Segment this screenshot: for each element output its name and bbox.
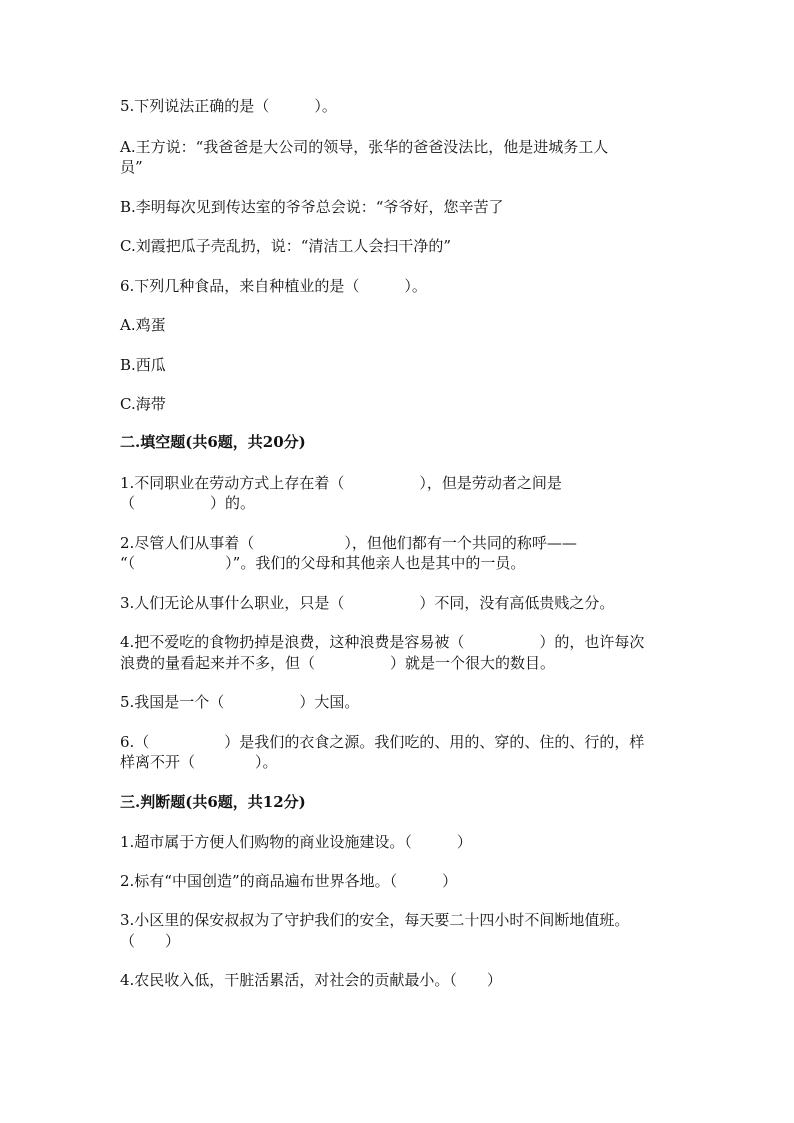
question-5-option-b: B.李明每次见到传达室的爷爷总会说：“爷爷好，您辛苦了 xyxy=(120,198,504,216)
section-3-heading: 三.判断题(共6题，共12分) xyxy=(120,793,306,811)
fill-4-line-2: 浪费的量看起来并不多，但（ ）就是一个很大的数目。 xyxy=(120,654,556,672)
fill-1-line-1: 1.不同职业在劳动方式上存在着（ ），但是劳动者之间是 xyxy=(120,474,562,492)
judge-3-line-2: （ ） xyxy=(120,932,181,950)
judge-2: 2.标有“中国创造”的商品遍布世界各地。（ ） xyxy=(120,872,458,890)
judge-4: 4.农民收入低，干脏活累活，对社会的贡献最小。（ ） xyxy=(120,971,502,989)
question-5-option-c: C.刘霞把瓜子壳乱扔，说：“清洁工人会扫干净的” xyxy=(120,237,452,255)
question-6-option-b: B.西瓜 xyxy=(120,356,166,374)
fill-2-line-1: 2.尽管人们从事着（ ），但他们都有一个共同的称呼—— xyxy=(120,534,577,552)
fill-2-line-2: “（ ）”。我们的父母和其他亲人也是其中的一员。 xyxy=(120,554,526,572)
fill-6-line-2: 样离不开（ ）。 xyxy=(120,753,278,771)
fill-4-line-1: 4.把不爱吃的食物扔掉是浪费，这种浪费是容易被（ ）的，也许每次 xyxy=(120,633,645,651)
question-5-option-a: A.王方说：“我爸爸是大公司的领导，张华的爸爸没法比，他是进城务工人 xyxy=(120,138,609,156)
question-5-option-a-cont: 员” xyxy=(120,158,143,176)
fill-5: 5.我国是一个（ ）大国。 xyxy=(120,693,360,711)
fill-1-line-2: （ ）的。 xyxy=(120,494,256,512)
question-5-stem: 5.下列说法正确的是（ ）。 xyxy=(120,97,337,115)
question-6-option-c: C.海带 xyxy=(120,395,166,413)
judge-3-line-1: 3.小区里的保安叔叔为了守护我们的安全，每天要二十四小时不间断地值班。 xyxy=(120,911,630,929)
question-6-option-a: A.鸡蛋 xyxy=(120,316,166,334)
question-6-stem: 6.下列几种食品，来自种植业的是（ ）。 xyxy=(120,277,427,295)
fill-6-line-1: 6.（ ）是我们的衣食之源。我们吃的、用的、穿的、住的、行的，样 xyxy=(120,733,645,751)
fill-3: 3.人们无论从事什么职业，只是（ ）不同，没有高低贵贱之分。 xyxy=(120,594,615,612)
section-2-heading: 二.填空题(共6题，共20分) xyxy=(120,433,306,451)
judge-1: 1.超市属于方便人们购物的商业设施建设。（ ） xyxy=(120,833,472,851)
